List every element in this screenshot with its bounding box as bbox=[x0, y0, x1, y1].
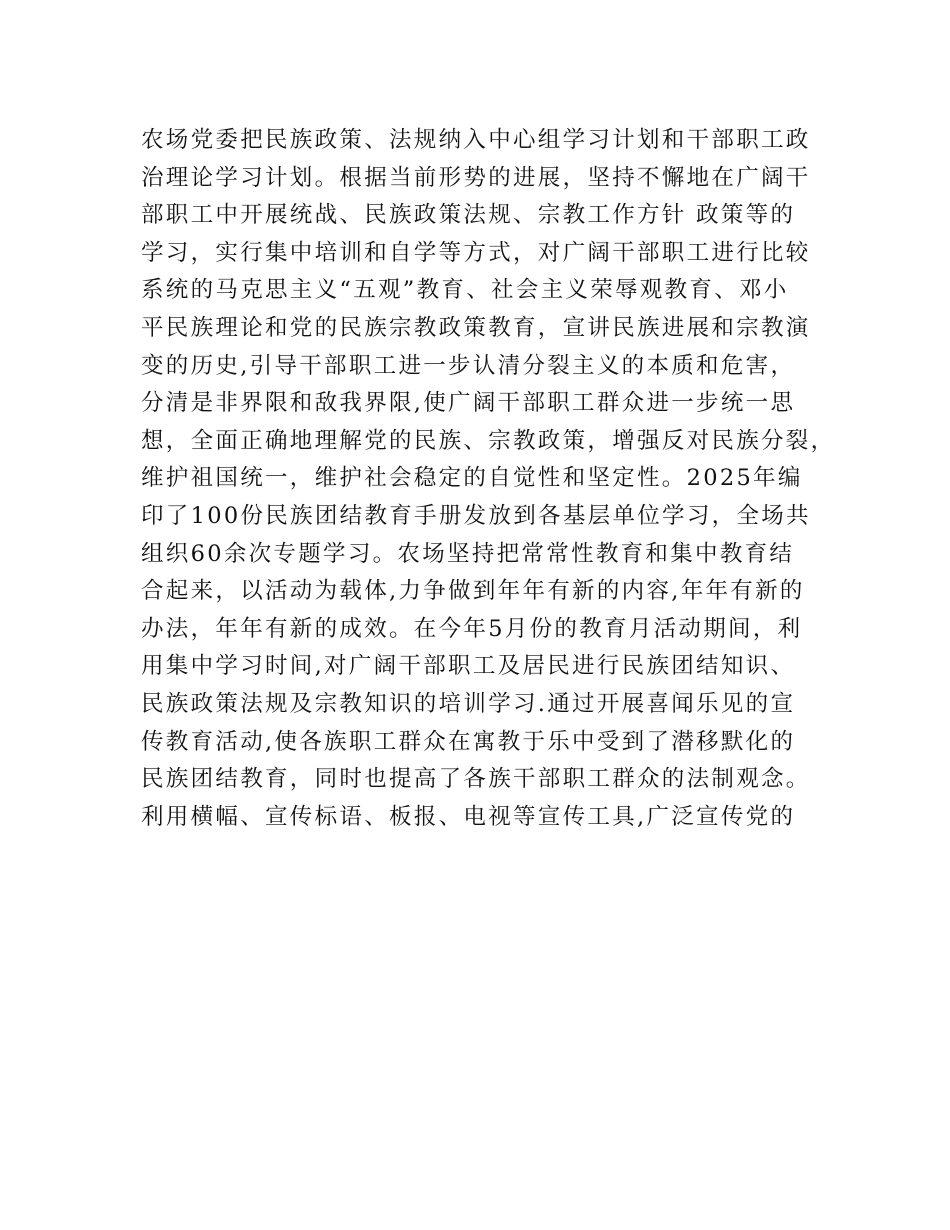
text-line: 学习，实行集中培训和自学等方式，对广阔干部职工进行比较 bbox=[141, 239, 811, 266]
text-line: 利用横幅、宣传标语、板报、电视等宣传工具,广泛宣传党的 bbox=[141, 803, 796, 830]
text-line: 治理论学习计划。根据当前形势的进展，坚持不懈地在广阔干 bbox=[141, 164, 811, 191]
text-line: 印了100份民族团结教育手册发放到各基层单位学习，全场共 bbox=[141, 502, 811, 529]
text-line: 想，全面正确地理解党的民族、宗教政策，增强反对民族分裂， bbox=[141, 427, 836, 454]
text-line: 变的历史,引导干部职工进一步认清分裂主义的本质和危害， bbox=[141, 352, 796, 379]
text-line: 系统的马克思主义“五观”教育、社会主义荣辱观教育、邓小 bbox=[141, 277, 789, 304]
text-line: 分清是非界限和敌我界限,使广阔干部职工群众进一步统一思 bbox=[141, 390, 796, 417]
text-line: 合起来，以活动为载体,力争做到年年有新的内容,年年有新的 bbox=[141, 578, 805, 605]
body-paragraph bbox=[141, 122, 836, 836]
text-line: 民族团结教育，同时也提高了各族干部职工群众的法制观念。 bbox=[141, 766, 811, 793]
text-line: 组织60余次专题学习。农场坚持把常常性教育和集中教育结 bbox=[141, 540, 795, 567]
text-line: 办法，年年有新的成效。在今年5月份的教育月活动期间，利 bbox=[141, 615, 803, 642]
text-line: 农场党委把民族政策、法规纳入中心组学习计划和干部职工政 bbox=[141, 127, 811, 153]
text-line: 平民族理论和党的民族宗教政策教育，宣讲民族进展和宗教演 bbox=[141, 314, 811, 341]
text-line: 用集中学习时间,对广阔干部职工及居民进行民族团结知识、 bbox=[141, 653, 796, 680]
text-line: 传教育活动,使各族职工群众在寓教于乐中受到了潜移默化的 bbox=[141, 728, 796, 755]
text-line: 维护祖国统一，维护社会稳定的自觉性和坚定性。2025年编 bbox=[141, 465, 803, 492]
text-line: 部职工中开展统战、民族政策法规、宗教工作方针 政策等的 bbox=[141, 202, 796, 229]
text-line: 民族政策法规及宗教知识的培训学习.通过开展喜闻乐见的宣 bbox=[141, 690, 796, 717]
